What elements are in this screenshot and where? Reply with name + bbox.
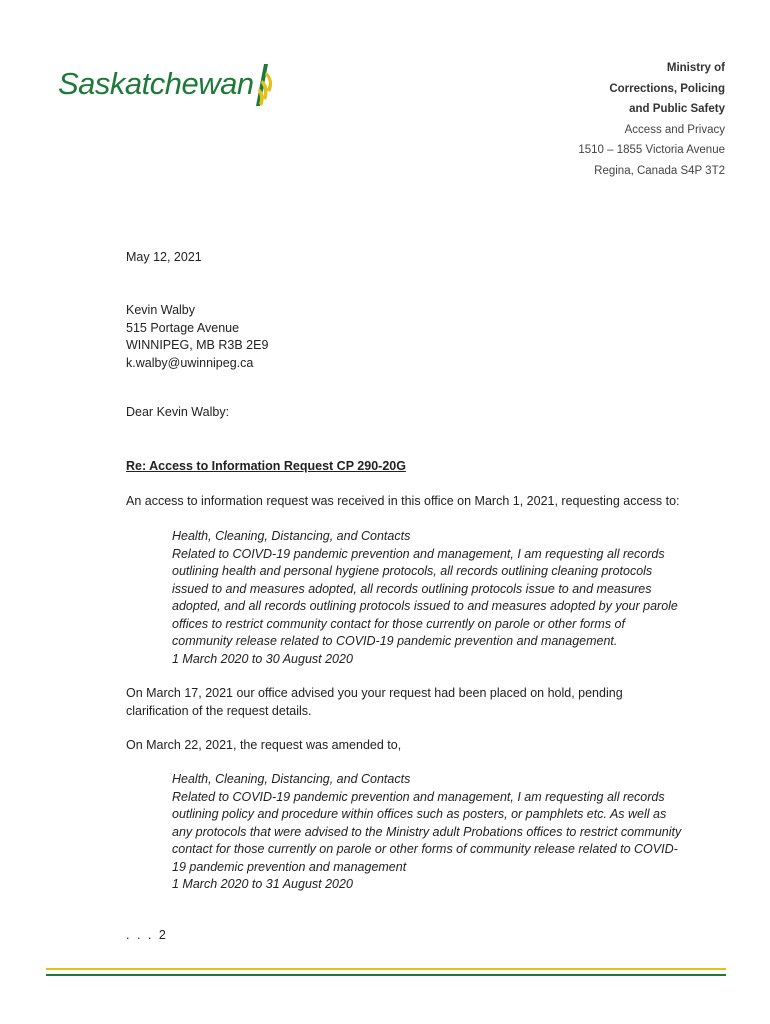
letter-date: May 12, 2021 — [126, 250, 202, 264]
recipient-email: k.walby@uwinnipeg.ca — [126, 355, 254, 370]
subject-line: Re: Access to Information Request CP 290-20G — [126, 459, 406, 473]
footer-rule-yellow — [46, 968, 726, 970]
recipient-street: 515 Portage Avenue — [126, 320, 240, 335]
quote-1-dates: 1 March 2020 to 30 August 2020 — [172, 651, 353, 666]
salutation: Dear Kevin Walby: — [126, 405, 230, 419]
recipient-name: Kevin Walby — [126, 303, 196, 317]
quote-2-title: Health, Cleaning, Distancing, and Contacts — [172, 772, 411, 786]
wheat-icon — [250, 62, 276, 108]
paragraph-3: On March 22, 2021, the request was amended to, — [126, 738, 402, 752]
recipient-city: WINNIPEG, MB R3B 2E9 — [126, 338, 269, 352]
paragraph-1: An access to information request was received in this office on March 1, 2021, requesting access to: — [126, 494, 680, 508]
recipient-address — [126, 302, 268, 372]
footer-rule-green — [46, 974, 726, 976]
city-line: Regina, Canada S4P 3T2 — [594, 164, 725, 177]
logo-wordmark: Saskatchewan — [58, 66, 254, 101]
sender-address-block — [578, 58, 725, 181]
ministry-line-3: and Public Safety — [629, 103, 725, 115]
paragraph-2: On March 17, 2021 our office advised you your request had been placed on hold, pending clarification of the request details. — [126, 686, 623, 718]
quote-1-title: Health, Cleaning, Distancing, and Contacts — [172, 529, 411, 543]
quoted-request-1 — [172, 528, 682, 668]
quote-2-body: Related to COVID-19 pandemic prevention and management, I am requesting all records outlining policy and procedure within offices such as posters, or pamphlets etc. As well as any protocols that were advised to the Ministry adult Probations offices to restrict community contact for those currently on parole or other forms of community release related to COVID-19 pandemic prevention and management — [172, 789, 682, 874]
saskatchewan-logo — [58, 62, 278, 110]
page-continuation-indicator: . . . 2 — [126, 928, 168, 942]
quote-2-dates: 1 March 2020 to 31 August 2020 — [172, 877, 353, 891]
department-line: Access and Privacy — [624, 123, 725, 136]
quoted-request-2 — [172, 771, 682, 894]
quote-1-body: Related to COIVD-19 pandemic prevention and management, I am requesting all records outlining health and personal hygiene protocols, all records outlining cleaning protocols issued to and measures adopted, all records outlining protocols issue to and measures adopted, and all records outlining protocols issued to and measures adopted by your parole offices to restrict community contact for those currently on parole or other forms of community release related to COVID-19 pandemic prevention and management. — [172, 546, 678, 648]
ministry-line-1: Ministry of — [666, 62, 725, 74]
ministry-line-2: Corrections, Policing — [609, 82, 725, 95]
street-line: 1510 – 1855 Victoria Avenue — [578, 144, 725, 156]
